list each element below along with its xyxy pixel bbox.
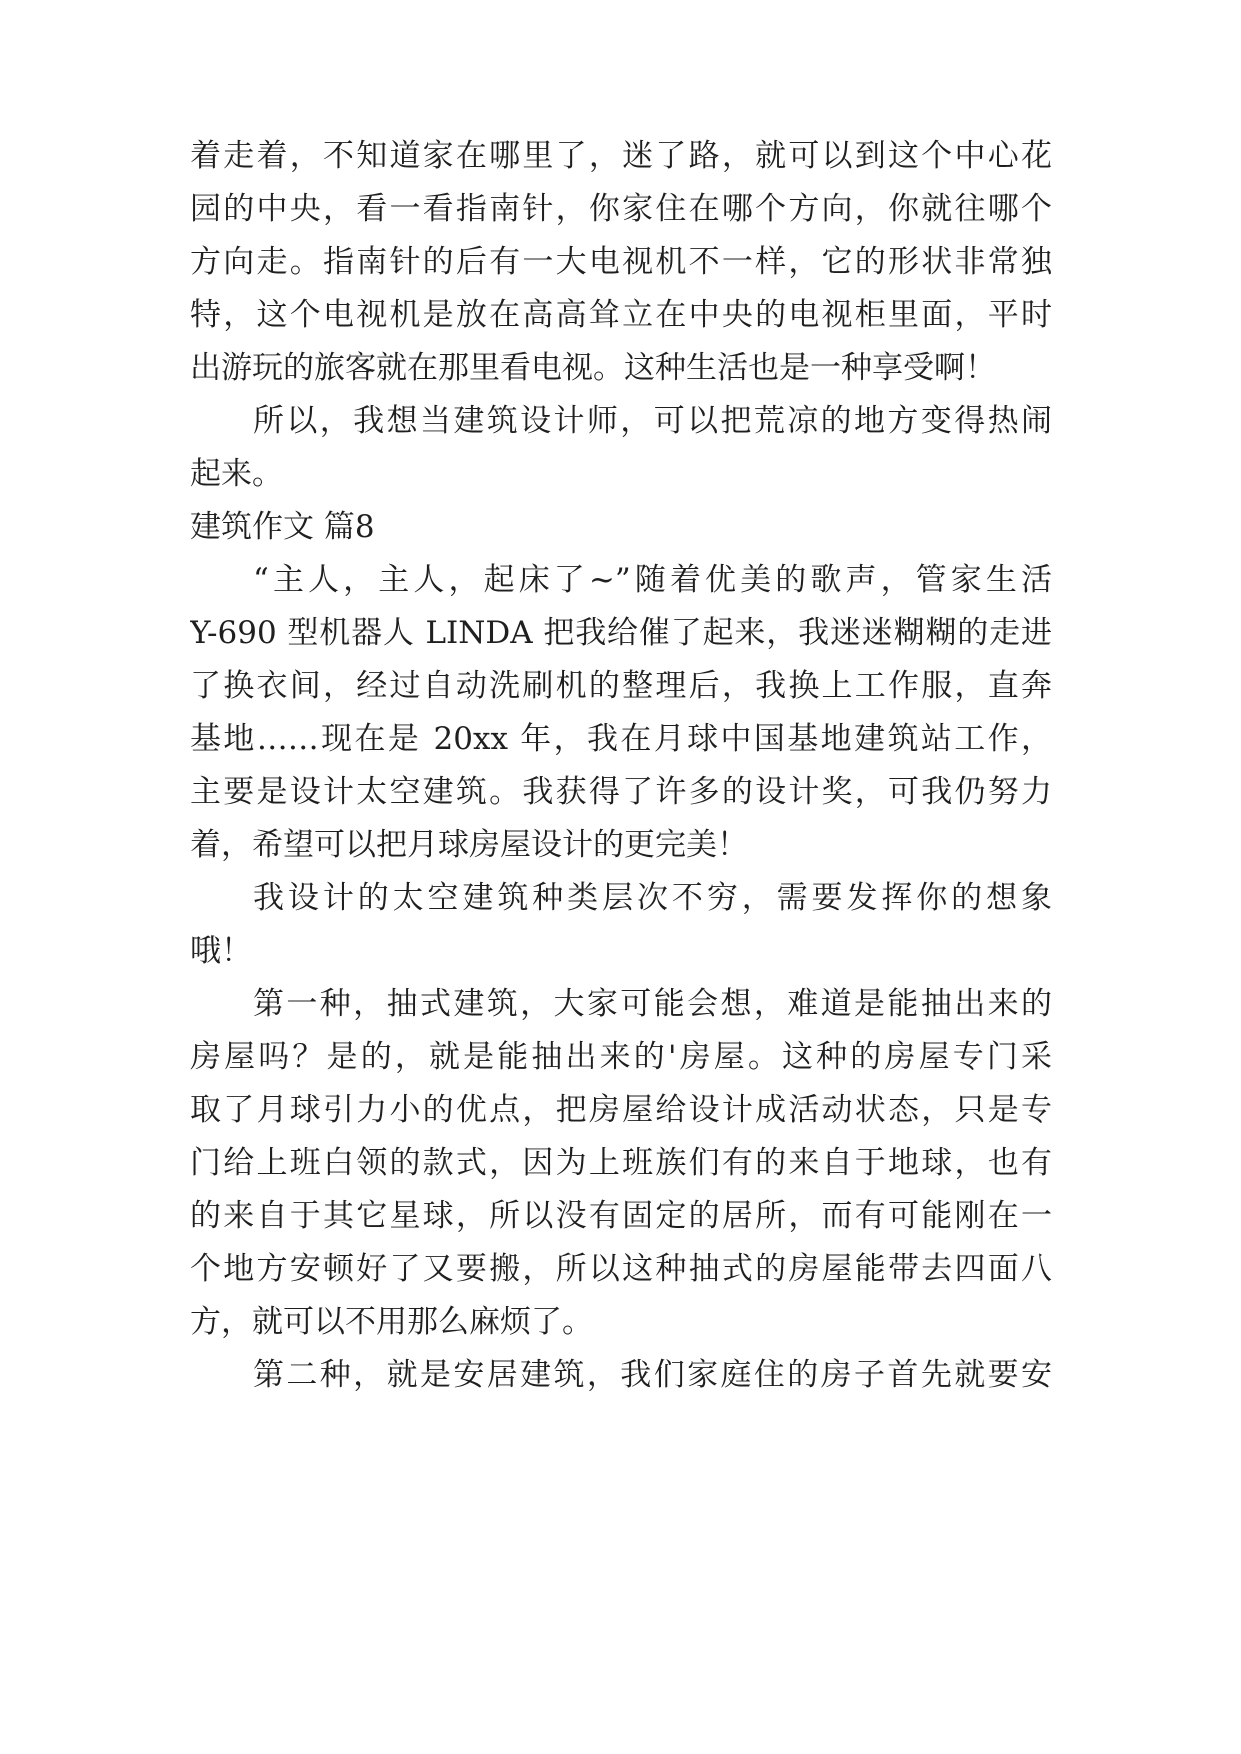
text-line: 个地方安顿好了又要搬，所以这种抽式的房屋能带去四面八 <box>190 1251 1052 1287</box>
paragraph <box>190 395 1052 501</box>
text-line: 着，希望可以把月球房屋设计的更完美！ <box>190 827 748 863</box>
text-line: 园的中央，看一看指南针，你家住在哪个方向，你就往哪个 <box>190 191 1052 227</box>
text-line: 方向走。指南针的后有一大电视机不一样，它的形状非常独 <box>190 244 1052 280</box>
text-line: 第二种，就是安居建筑，我们家庭住的房子首先就要安 <box>253 1357 1052 1393</box>
text-line: “主人，主人，起床了~”随着优美的歌声，管家生活 <box>253 562 1052 598</box>
paragraph <box>190 554 1052 872</box>
text-line: 我设计的太空建筑种类层次不穷，需要发挥你的想象 <box>253 880 1052 916</box>
text-line: 所以，我想当建筑设计师，可以把荒凉的地方变得热闹 <box>253 403 1052 439</box>
text-line: 基地……现在是 20xx 年，我在月球中国基地建筑站工作， <box>190 721 1052 757</box>
text-line: 第一种，抽式建筑，大家可能会想，难道是能抽出来的 <box>253 986 1052 1022</box>
text-line: 方，就可以不用那么麻烦了。 <box>190 1304 593 1340</box>
text-line: 了换衣间，经过自动洗刷机的整理后，我换上工作服，直奔 <box>190 668 1052 704</box>
paragraph <box>190 1349 1052 1402</box>
text-line: 门给上班白领的款式，因为上班族们有的来自于地球，也有 <box>190 1145 1052 1181</box>
heading-text: 建筑作文 篇8 <box>190 509 375 545</box>
paragraph <box>190 872 1052 978</box>
text-line: 特，这个电视机是放在高高耸立在中央的电视柜里面，平时 <box>190 297 1052 333</box>
text-line: 哦！ <box>190 933 252 969</box>
text-line: 的来自于其它星球，所以没有固定的居所，而有可能刚在一 <box>190 1198 1052 1234</box>
section-heading <box>190 501 1052 554</box>
paragraph <box>190 130 1052 395</box>
text-line: 起来。 <box>190 456 283 492</box>
text-line: 取了月球引力小的优点，把房屋给设计成活动状态，只是专 <box>190 1092 1052 1128</box>
text-line: 出游玩的旅客就在那里看电视。这种生活也是一种享受啊！ <box>190 350 996 386</box>
text-line: 主要是设计太空建筑。我获得了许多的设计奖，可我仍努力 <box>190 774 1052 810</box>
text-line: Y-690 型机器人 LINDA 把我给催了起来，我迷迷糊糊的走进 <box>190 615 1052 651</box>
paragraph <box>190 978 1052 1349</box>
text-line: 着走着，不知道家在哪里了，迷了路，就可以到这个中心花 <box>190 138 1052 174</box>
document-body <box>190 130 1052 1402</box>
text-line: 房屋吗？是的，就是能抽出来的'房屋。这种的房屋专门采 <box>190 1039 1052 1075</box>
